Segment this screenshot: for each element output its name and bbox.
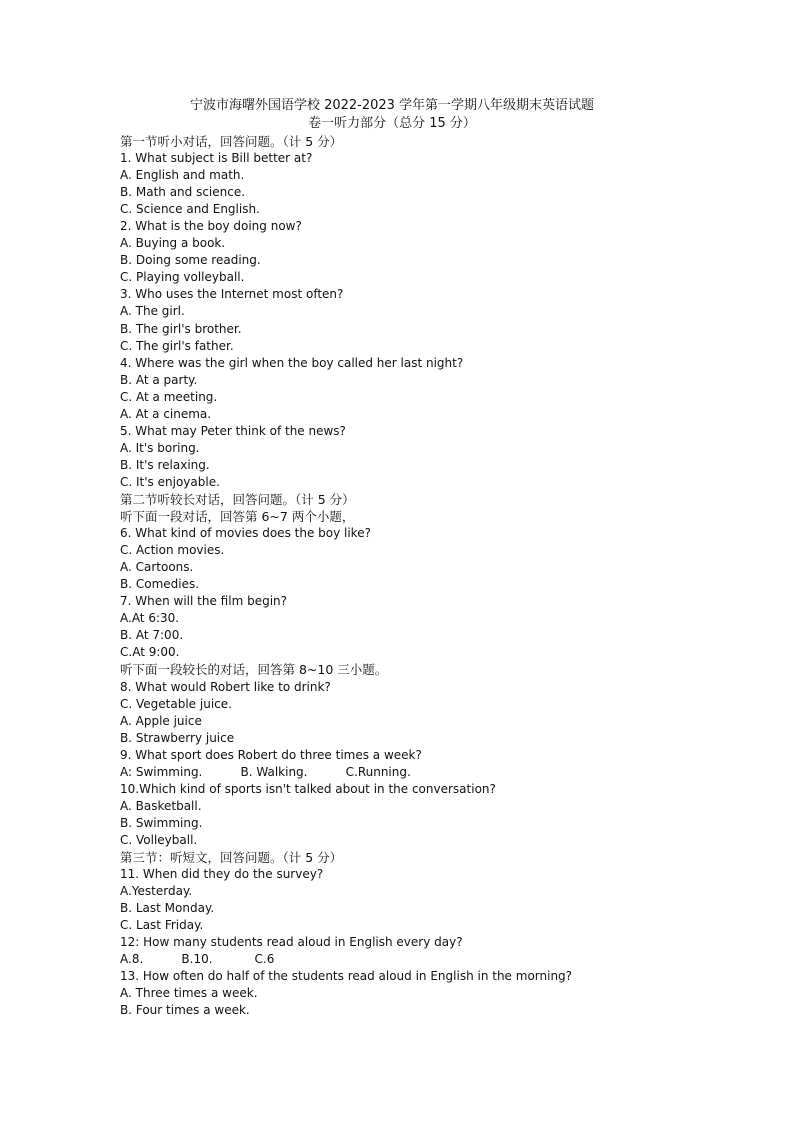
question-text: 7. When will the film begin? xyxy=(120,594,287,609)
question-text: 5. What may Peter think of the news? xyxy=(120,423,346,438)
question-text: 12: How many students read aloud in English every day? xyxy=(120,935,463,950)
answer-option: C. It's enjoyable. xyxy=(120,474,220,489)
answer-option: C.At 9:00. xyxy=(120,645,180,660)
answer-option: A.Yesterday. xyxy=(120,884,193,899)
answer-option: C. Action movies. xyxy=(120,543,225,558)
question-text: 1. What subject is Bill better at? xyxy=(120,151,313,166)
answer-option: C. Volleyball. xyxy=(120,832,198,847)
answer-option: C. Vegetable juice. xyxy=(120,696,232,711)
answer-option: B. At a party. xyxy=(120,372,198,387)
answer-option: C. The girl's father. xyxy=(120,338,234,353)
question-list xyxy=(120,133,680,1019)
question-text: 13. How often do half of the students read aloud in English in the morning? xyxy=(120,969,573,984)
answer-option: A. Apple juice xyxy=(120,713,202,728)
question-text: 11. When did they do the survey? xyxy=(120,867,324,882)
answer-option: A. At a cinema. xyxy=(120,406,212,421)
answer-option: A. Basketball. xyxy=(120,798,202,813)
question-text: 10.Which kind of sports isn't talked about in the conversation? xyxy=(120,781,496,796)
answer-option: A. It's boring. xyxy=(120,440,200,455)
answer-option: A: Swimming. B. Walking. C.Running. xyxy=(120,764,411,779)
answer-option: C. Last Friday. xyxy=(120,918,204,933)
section-heading: 第一节听小对话，回答问题。（计 5 分） xyxy=(120,134,343,149)
exam-subtitle: 卷一听力部分（总分 15 分） xyxy=(308,116,476,131)
answer-option: B. The girl's brother. xyxy=(120,321,242,336)
answer-option: B. Math and science. xyxy=(120,185,246,200)
answer-option: A.8. B.10. C.6 xyxy=(120,952,275,967)
section-heading: 第二节听较长对话，回答问题。（计 5 分） xyxy=(120,491,355,507)
answer-option: A.At 6:30. xyxy=(120,611,180,626)
answer-option: B. Last Monday. xyxy=(120,901,215,916)
section-heading: 听下面一段较长的对话，回答第 8~10 三小题。 xyxy=(120,662,388,678)
answer-option: C. Science and English. xyxy=(120,202,260,217)
answer-option: A. Cartoons. xyxy=(120,560,194,575)
answer-option: B. Four times a week. xyxy=(120,1003,250,1018)
question-text: 4. Where was the girl when the boy called her last night? xyxy=(120,355,464,370)
question-text: 2. What is the boy doing now? xyxy=(120,219,302,234)
answer-option: A. English and math. xyxy=(120,168,245,183)
answer-option: B. Doing some reading. xyxy=(120,253,261,268)
exam-title: 宁波市海曙外国语学校 2022-2023 学年第一学期八年级期末英语试题 xyxy=(189,98,595,113)
answer-option: B. Strawberry juice xyxy=(120,730,235,745)
section-heading: 听下面一段对话，回答第 6~7 两个小题， xyxy=(120,509,355,525)
question-text: 6. What kind of movies does the boy like? xyxy=(120,526,371,541)
answer-option: B. Comedies. xyxy=(120,577,200,592)
question-text: 8. What would Robert like to drink? xyxy=(120,679,331,694)
answer-option: B. Swimming. xyxy=(120,815,203,830)
answer-option: A. Buying a book. xyxy=(120,236,226,251)
answer-option: C. At a meeting. xyxy=(120,389,218,404)
answer-option: C. Playing volleyball. xyxy=(120,270,245,285)
question-text: 3. Who uses the Internet most often? xyxy=(120,287,344,302)
answer-option: B. At 7:00. xyxy=(120,628,184,643)
section-heading: 第三节：听短文，回答问题。（计 5 分） xyxy=(120,849,343,865)
answer-option: A. Three times a week. xyxy=(120,986,258,1001)
answer-option: A. The girl. xyxy=(120,304,185,319)
answer-option: B. It's relaxing. xyxy=(120,457,210,472)
question-text: 9. What sport does Robert do three times a week? xyxy=(120,747,422,762)
